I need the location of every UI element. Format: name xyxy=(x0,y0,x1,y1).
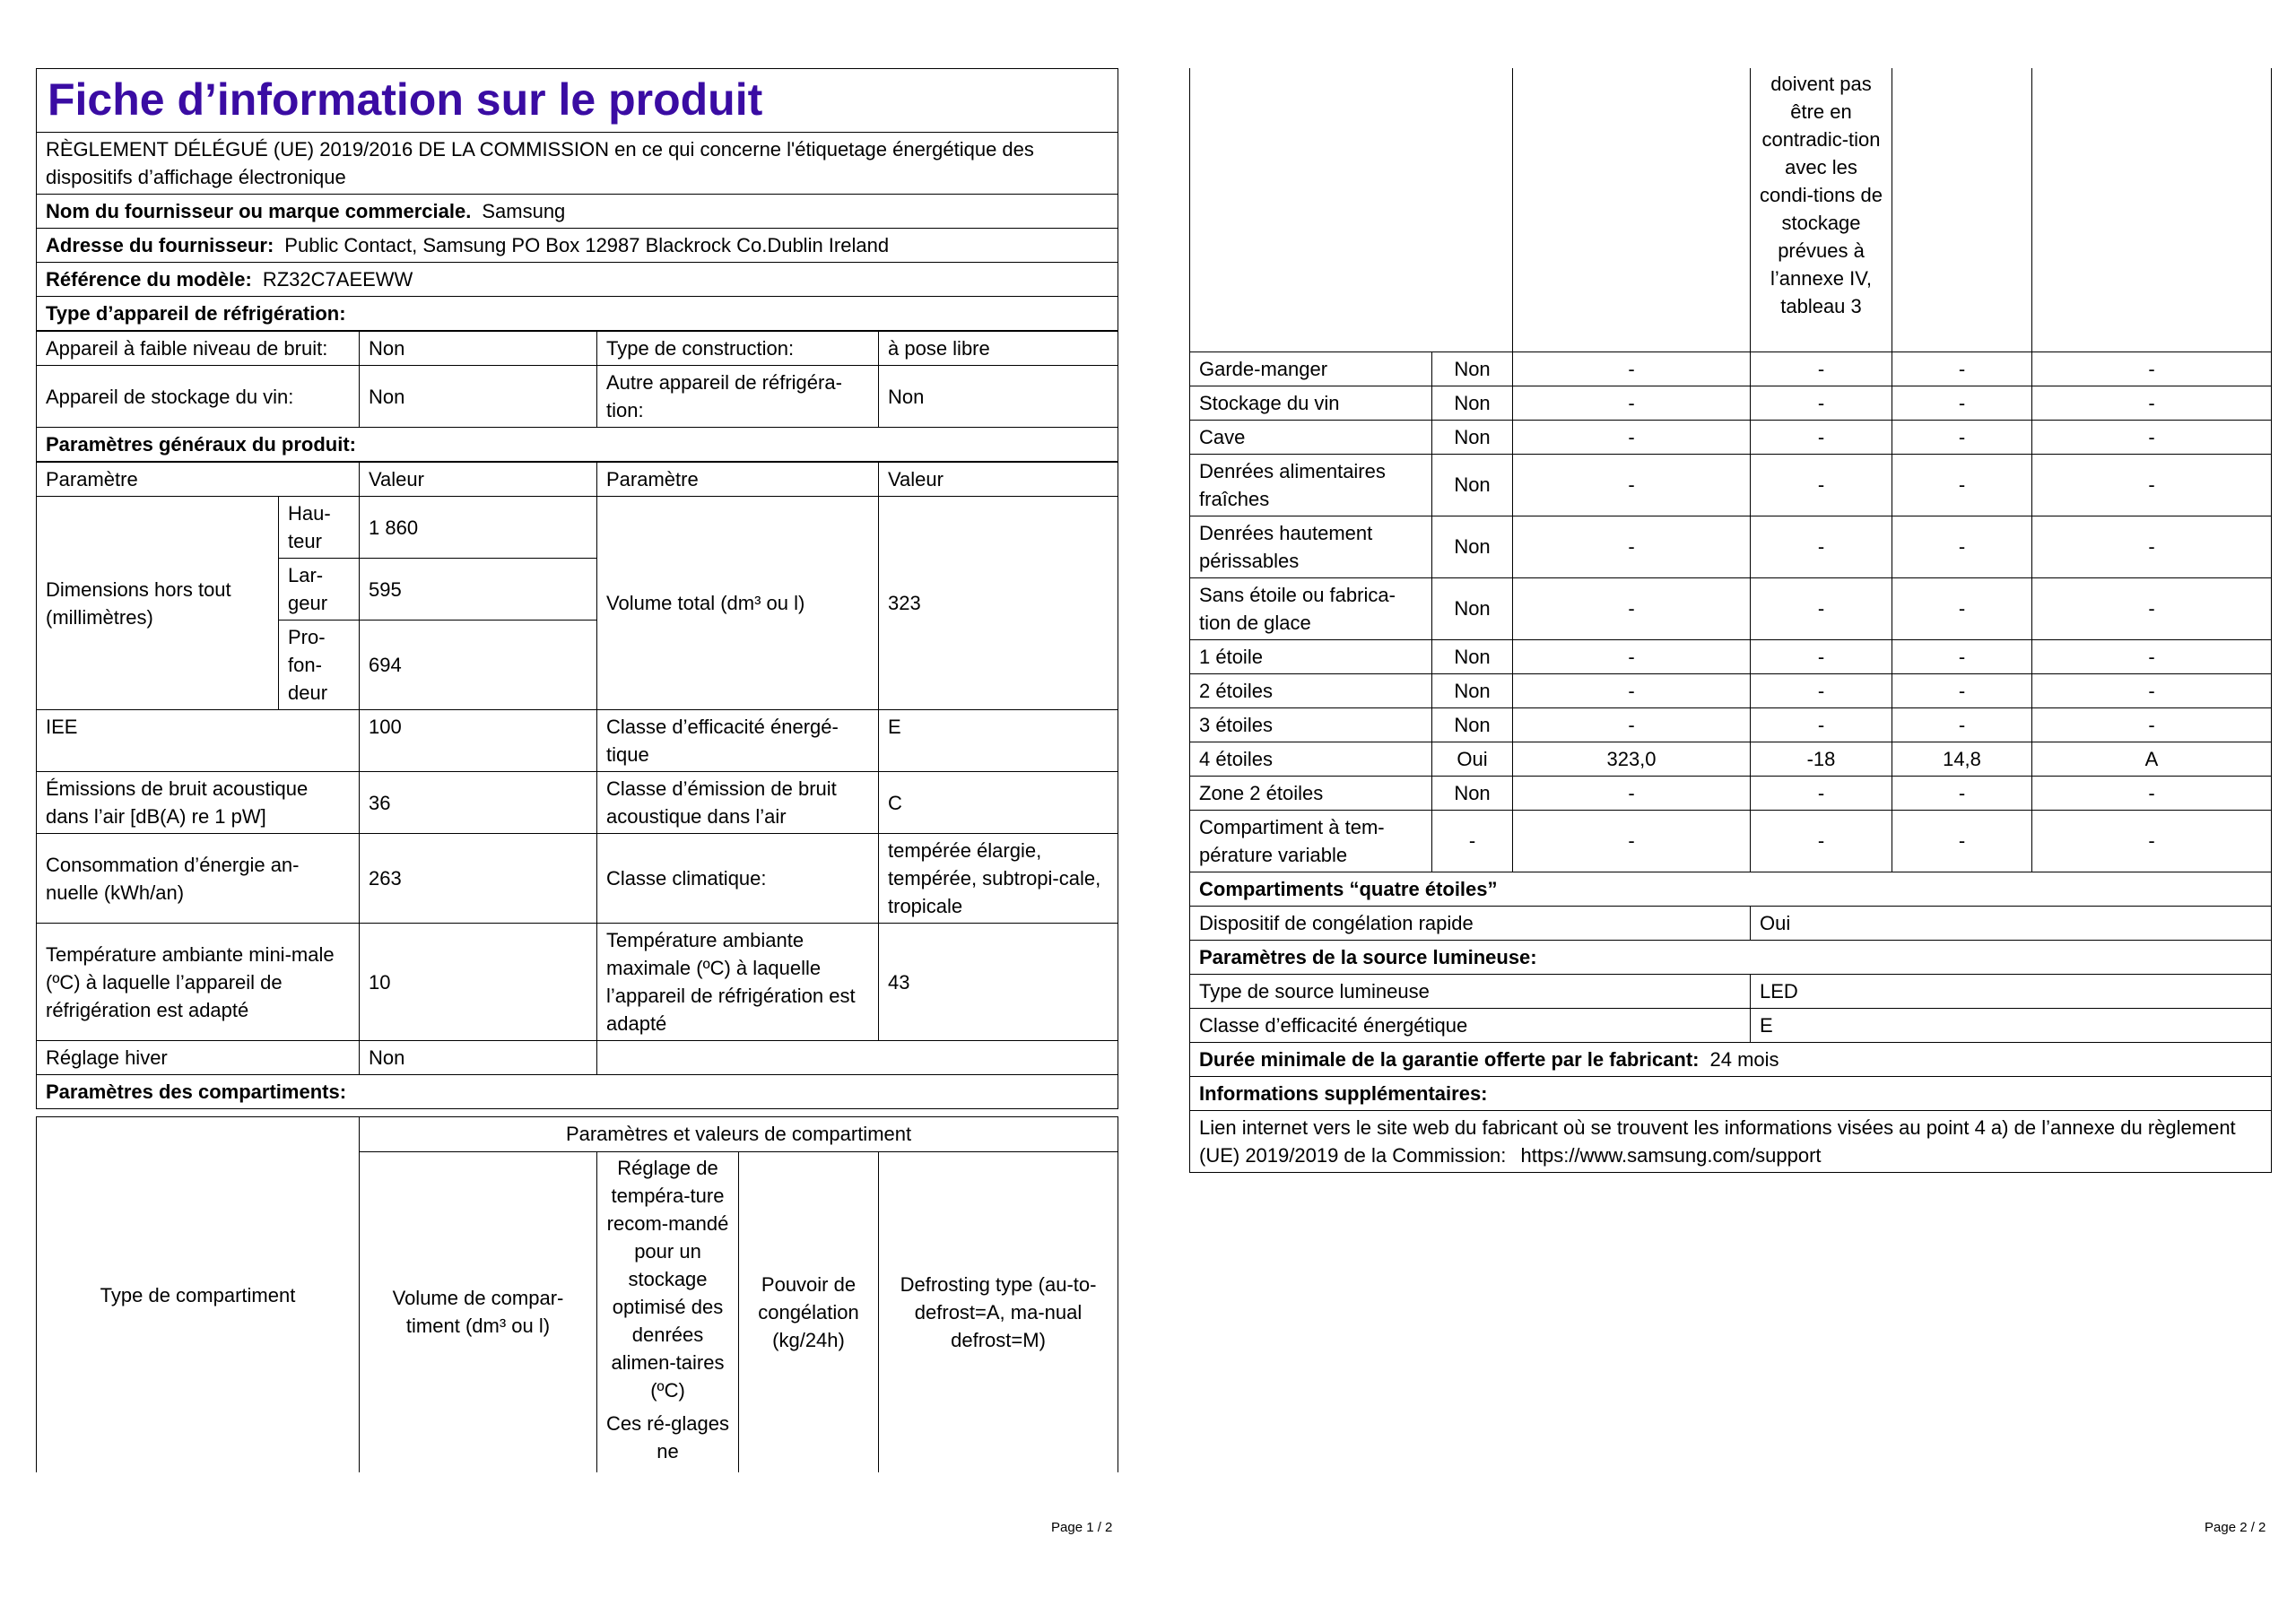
compartment-name: 4 étoiles xyxy=(1190,742,1432,776)
construction-label: Type de construction: xyxy=(597,332,879,366)
four-star-heading: Compartiments “quatre étoiles” xyxy=(1190,872,2272,906)
compartments-header-table xyxy=(36,1116,1118,1472)
light-heading: Paramètres de la source lumineuse: xyxy=(1190,940,2272,974)
compartment-row xyxy=(1190,776,2272,810)
compartment-defrost: - xyxy=(2032,516,2272,577)
dimensions-label: Dimensions hors tout (millimètres) xyxy=(37,497,279,710)
extra-text: Lien internet vers le site web du fabricant où se trouvent les informations visées au point 4 a) de l’annexe du règlement (UE) 2019/2019 de la Commission: xyxy=(1199,1115,2236,1167)
comp-temp-header-part3: doivent pas être en contradic-tion avec les condi-tions de stockage prévues à l’annexe IV, tableau 3 xyxy=(1751,68,1892,352)
compartment-defrost: - xyxy=(2032,454,2272,516)
wine-value: Non xyxy=(360,366,597,428)
warranty-label: Durée minimale de la garantie offerte par le fabricant: xyxy=(1199,1047,1700,1071)
height-value: 1 860 xyxy=(360,497,597,559)
compartment-present: Non xyxy=(1432,352,1513,386)
compartment-name: 3 étoiles xyxy=(1190,707,1432,742)
light-type-value: LED xyxy=(1751,974,2272,1008)
page-one xyxy=(36,68,1118,1472)
address-row xyxy=(37,229,1118,263)
compartment-present: Non xyxy=(1432,707,1513,742)
col-value-1: Valeur xyxy=(360,463,597,497)
compartment-name: Cave xyxy=(1190,420,1432,454)
compartment-temp: - xyxy=(1751,352,1892,386)
height-label: Hau-teur xyxy=(279,497,360,559)
fast-freeze-value: Oui xyxy=(1751,906,2272,940)
compartment-defrost: - xyxy=(2032,810,2272,872)
compartment-freeze: - xyxy=(1892,707,2032,742)
max-temp-label: Température ambiante maximale (ºC) à laquelle l’appareil de réfrigération est adapté xyxy=(597,924,879,1041)
compartment-name: Stockage du vin xyxy=(1190,386,1432,420)
compartment-volume: - xyxy=(1513,776,1751,810)
page-two xyxy=(1189,68,2271,1173)
compartment-volume: - xyxy=(1513,810,1751,872)
compartment-temp: - xyxy=(1751,420,1892,454)
compartment-row xyxy=(1190,639,2272,673)
compartment-temp: - xyxy=(1751,577,1892,639)
col-param-2: Paramètre xyxy=(597,463,879,497)
compartment-volume: - xyxy=(1513,516,1751,577)
compartment-present: Oui xyxy=(1432,742,1513,776)
noise-class-label: Classe d’émission de bruit acoustique dans l’air xyxy=(597,772,879,834)
compartment-row xyxy=(1190,386,2272,420)
compartment-volume: - xyxy=(1513,420,1751,454)
compartment-defrost: - xyxy=(2032,776,2272,810)
light-class-value: E xyxy=(1751,1008,2272,1042)
compartment-name: Sans étoile ou fabrica-tion de glace xyxy=(1190,577,1432,639)
compartment-present: Non xyxy=(1432,420,1513,454)
warranty-row xyxy=(1190,1042,2272,1076)
other-label: Autre appareil de réfrigéra-tion: xyxy=(597,366,879,428)
compartment-temp: - xyxy=(1751,639,1892,673)
comp-temp-header-text2: Ces ré-glages ne xyxy=(606,1411,729,1462)
compartment-freeze: - xyxy=(1892,577,2032,639)
compartment-volume: - xyxy=(1513,454,1751,516)
fast-freeze-label: Dispositif de congélation rapide xyxy=(1190,906,1751,940)
compartment-freeze: - xyxy=(1892,673,2032,707)
model-row xyxy=(37,263,1118,297)
model-value: RZ32C7AEEWW xyxy=(262,268,413,291)
comp-volume-header: Volume de compar-timent (dm³ ou l) xyxy=(360,1151,597,1472)
compartment-rows xyxy=(1190,352,2272,872)
page-number-2: Page 2 / 2 xyxy=(2205,1520,2266,1535)
supplier-value: Samsung xyxy=(482,200,566,222)
comp-temp-header-part1 xyxy=(597,1151,739,1472)
volume-label: Volume total (dm³ ou l) xyxy=(597,497,879,710)
compartment-volume: - xyxy=(1513,352,1751,386)
noise-label: Émissions de bruit acoustique dans l’air [dB(A) re 1 pW] xyxy=(37,772,360,834)
comp-freezing-header: Pouvoir de congélation (kg/24h) xyxy=(739,1151,879,1472)
address-value: Public Contact, Samsung PO Box 12987 Blackrock Co.Dublin Ireland xyxy=(284,234,890,256)
compartment-temp: - xyxy=(1751,810,1892,872)
depth-value: 694 xyxy=(360,621,597,710)
depth-label: Pro-fon-deur xyxy=(279,621,360,710)
compartment-volume: - xyxy=(1513,386,1751,420)
compartment-volume: - xyxy=(1513,707,1751,742)
cont-defrost-cell xyxy=(2032,68,2272,352)
compartment-present: Non xyxy=(1432,454,1513,516)
light-type-label: Type de source lumineuse xyxy=(1190,974,1751,1008)
volume-value: 323 xyxy=(879,497,1118,710)
winter-empty xyxy=(597,1041,1118,1075)
compartments-table xyxy=(1189,68,2272,1173)
climate-value: tempérée élargie, tempérée, subtropi-cale, tropicale xyxy=(879,834,1118,924)
compartment-row xyxy=(1190,810,2272,872)
compartment-name: 2 étoiles xyxy=(1190,673,1432,707)
compartment-freeze: - xyxy=(1892,352,2032,386)
climate-label: Classe climatique: xyxy=(597,834,879,924)
compartment-freeze: - xyxy=(1892,810,2032,872)
compartment-temp: - xyxy=(1751,454,1892,516)
supplier-row xyxy=(37,195,1118,229)
compartment-defrost: - xyxy=(2032,707,2272,742)
width-label: Lar-geur xyxy=(279,559,360,621)
compartment-name: 1 étoile xyxy=(1190,639,1432,673)
extra-info xyxy=(1190,1110,2272,1172)
max-temp-value: 43 xyxy=(879,924,1118,1041)
compartment-freeze: - xyxy=(1892,776,2032,810)
model-label: Référence du modèle: xyxy=(46,268,252,291)
support-link[interactable]: https://www.samsung.com/support xyxy=(1520,1143,1822,1167)
compartment-present: Non xyxy=(1432,516,1513,577)
page-number-1: Page 1 / 2 xyxy=(1051,1520,1113,1535)
compartment-name: Denrées hautement périssables xyxy=(1190,516,1432,577)
compartment-freeze: - xyxy=(1892,516,2032,577)
noise-value: 36 xyxy=(360,772,597,834)
iee-label: IEE xyxy=(37,710,360,772)
compartment-row xyxy=(1190,673,2272,707)
width-value: 595 xyxy=(360,559,597,621)
energy-value: 263 xyxy=(360,834,597,924)
compartment-present: Non xyxy=(1432,776,1513,810)
compartment-temp: - xyxy=(1751,707,1892,742)
warranty-value: 24 mois xyxy=(1709,1047,1779,1071)
compartment-temp: - xyxy=(1751,516,1892,577)
wine-label: Appareil de stockage du vin: xyxy=(37,366,360,428)
cont-freezing-cell xyxy=(1892,68,2032,352)
address-label: Adresse du fournisseur: xyxy=(46,234,274,256)
compartment-temp: -18 xyxy=(1751,742,1892,776)
compartment-present: Non xyxy=(1432,386,1513,420)
compartment-freeze: - xyxy=(1892,639,2032,673)
winter-value: Non xyxy=(360,1041,597,1075)
compartment-temp: - xyxy=(1751,776,1892,810)
min-temp-label: Température ambiante mini-male (ºC) à laquelle l’appareil de réfrigération est adapté xyxy=(37,924,360,1041)
product-info-table xyxy=(36,68,1118,331)
compartment-volume: - xyxy=(1513,673,1751,707)
cont-volume-cell xyxy=(1513,68,1751,352)
noise-class-value: C xyxy=(879,772,1118,834)
compartment-row xyxy=(1190,352,2272,386)
compartment-temp: - xyxy=(1751,386,1892,420)
compartment-name: Garde-manger xyxy=(1190,352,1432,386)
compartment-row xyxy=(1190,516,2272,577)
low-noise-label: Appareil à faible niveau de bruit: xyxy=(37,332,360,366)
eff-class-label: Classe d’efficacité énergé-tique xyxy=(597,710,879,772)
compartment-name: Compartiment à tem-pérature variable xyxy=(1190,810,1432,872)
compartment-freeze: 14,8 xyxy=(1892,742,2032,776)
iee-value: 100 xyxy=(360,710,597,772)
regulation-text: RÈGLEMENT DÉLÉGUÉ (UE) 2019/2016 DE LA COMMISSION en ce qui concerne l'étiquetage énergétique des dispositifs d’affichage électronique xyxy=(37,133,1118,195)
compartment-present: Non xyxy=(1432,577,1513,639)
winter-label: Réglage hiver xyxy=(37,1041,360,1075)
comp-group-header: Paramètres et valeurs de compartiment xyxy=(360,1117,1118,1152)
extra-heading: Informations supplémentaires: xyxy=(1190,1076,2272,1110)
compartment-name: Denrées alimentaires fraîches xyxy=(1190,454,1432,516)
col-value-2: Valeur xyxy=(879,463,1118,497)
compartment-row xyxy=(1190,707,2272,742)
compartment-defrost: A xyxy=(2032,742,2272,776)
general-params-table xyxy=(36,462,1118,1109)
compartment-row xyxy=(1190,420,2272,454)
compartment-freeze: - xyxy=(1892,420,2032,454)
page-title: Fiche d’information sur le produit xyxy=(37,69,1118,133)
comp-temp-header-text1: Réglage de tempéra-ture recom-mandé pour un stockage optimisé des denrées alimen-taires (ºC) xyxy=(606,1156,729,1402)
compartment-defrost: - xyxy=(2032,639,2272,673)
eff-class-value: E xyxy=(879,710,1118,772)
compartment-row xyxy=(1190,454,2272,516)
general-heading: Paramètres généraux du produit: xyxy=(37,428,1118,462)
appliance-type-table xyxy=(36,331,1118,462)
compartment-name: Zone 2 étoiles xyxy=(1190,776,1432,810)
cont-type-cell xyxy=(1190,68,1513,352)
compartment-row xyxy=(1190,742,2272,776)
compartment-volume: - xyxy=(1513,577,1751,639)
col-param-1: Paramètre xyxy=(37,463,360,497)
appliance-type-heading: Type d’appareil de réfrigération: xyxy=(37,297,1118,331)
compartment-freeze: - xyxy=(1892,386,2032,420)
light-class-label: Classe d’efficacité énergétique xyxy=(1190,1008,1751,1042)
compartment-defrost: - xyxy=(2032,352,2272,386)
compartment-defrost: - xyxy=(2032,420,2272,454)
compartment-volume: 323,0 xyxy=(1513,742,1751,776)
compartment-volume: - xyxy=(1513,639,1751,673)
energy-label: Consommation d’énergie an-nuelle (kWh/an) xyxy=(37,834,360,924)
compartment-present: - xyxy=(1432,810,1513,872)
comp-type-header: Type de compartiment xyxy=(37,1117,360,1473)
other-value: Non xyxy=(879,366,1118,428)
construction-value: à pose libre xyxy=(879,332,1118,366)
compartment-defrost: - xyxy=(2032,577,2272,639)
compartment-temp: - xyxy=(1751,673,1892,707)
compartment-defrost: - xyxy=(2032,386,2272,420)
compartment-present: Non xyxy=(1432,673,1513,707)
compartment-row xyxy=(1190,577,2272,639)
compartment-defrost: - xyxy=(2032,673,2272,707)
comp-defrost-header: Defrosting type (au-to-defrost=A, ma-nual defrost=M) xyxy=(879,1151,1118,1472)
min-temp-value: 10 xyxy=(360,924,597,1041)
compartments-heading: Paramètres des compartiments: xyxy=(37,1075,1118,1109)
supplier-label: Nom du fournisseur ou marque commerciale. xyxy=(46,200,472,222)
low-noise-value: Non xyxy=(360,332,597,366)
compartment-present: Non xyxy=(1432,639,1513,673)
compartment-freeze: - xyxy=(1892,454,2032,516)
